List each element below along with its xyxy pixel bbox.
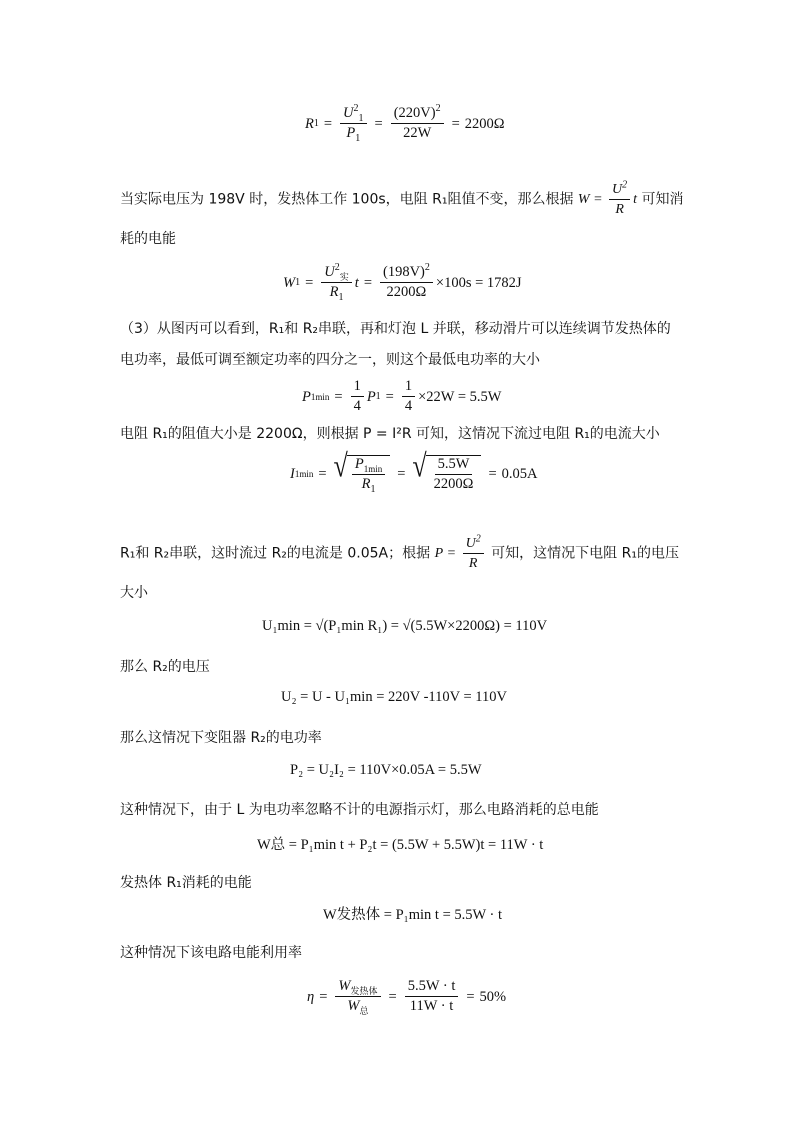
paragraph-line: 电功率，最低可调至额定功率的四分之一，则这个最低电功率的大小 xyxy=(120,352,540,368)
paragraph-198v: 当实际电压为 198V 时，发热体工作 100s，电阻 R₁阻值不变，那么根据 W = $\frac{U^2}{R}$ t 可知消 xyxy=(120,179,684,217)
eq-result: 0.05A xyxy=(501,466,538,482)
paragraph-line: 大小 xyxy=(120,585,148,601)
fraction: $\frac{(198V)^2}{2200\Omega}$ xyxy=(380,264,433,301)
fraction: $\frac{W_{发热体}}{W_总}$ xyxy=(335,978,380,1015)
equation-w-heater: W发热体 = P₁min t = 5.5W · t xyxy=(323,907,503,923)
fraction: $\frac{(220V)^2}{22W}$ xyxy=(391,105,444,142)
paragraph-line: 耗的电能 xyxy=(120,231,176,247)
fraction: $\frac{U^2_1}{P_1}$ xyxy=(340,105,366,142)
eq-result: 2200Ω xyxy=(464,115,505,132)
fraction: $\frac{U^2_实}{R_1}$ xyxy=(321,264,352,301)
paragraph-line: 发热体 R₁消耗的电能 xyxy=(120,875,252,891)
eq-result: 50% xyxy=(479,988,507,1005)
paragraph-line: （3）从图丙可以看到，R₁和 R₂串联，再和灯泡 L 并联，移动滑片可以连续调节发热体的 xyxy=(120,321,671,337)
equation-i1min: I 1min = √ $\frac{P_{1min}}{R_1}$ = √ $\frac{5.5W}{2200\Omega}$ = 0.05A xyxy=(290,447,538,495)
paragraph-line: R₁和 R₂串联，这时流过 R₂的电流是 0.05A；根据 P = $\frac{U^2}{R}$ 可知，这情况下电阻 R₁的电压 xyxy=(120,533,679,571)
equation-r1: R 1 = $\frac{U^2_1}{P_1}$ = $\frac{(220V)^2}{22W}$ = 2200Ω xyxy=(305,103,505,144)
equation-w-total: W总 = P₁min t + P₂t = (5.5W + 5.5W)t = 11W · t xyxy=(257,837,544,853)
eq-result: ×100s = 1782J xyxy=(435,274,522,291)
fraction: $\frac{5.5W \cdot t}{11W \cdot t}$ xyxy=(405,978,459,1015)
paragraph-line: 电阻 R₁的阻值大小是 2200Ω，则根据 P = I²R 可知，这情况下流过电阻 R₁的电流大小 xyxy=(120,426,660,442)
eq-result: ×22W = 5.5W xyxy=(418,388,502,405)
inline-formula: P = $\frac{U^2}{R}$ xyxy=(435,535,487,572)
eq-symbol: R xyxy=(305,115,314,132)
equation-u1min: U₁min = √(P₁min R₁) = √(5.5W×2200Ω) = 110V xyxy=(262,618,548,634)
equation-p2: P₂ = U₂I₂ = 110V×0.05A = 5.5W xyxy=(290,762,482,778)
inline-formula: W = $\frac{U^2}{R}$ t xyxy=(577,179,638,217)
equation-u2: U₂ = U - U₁min = 220V -110V = 110V xyxy=(281,689,507,705)
equation-efficiency: η = $\frac{W_{发热体}}{W_总}$ = $\frac{5.5W \cdot t}{11W \cdot t}$ = 50% xyxy=(307,978,507,1016)
equation-w1: W 1 = $\frac{U^2_实}{R_1}$ t = $\frac{(198V)^2}{2200\Omega}$ ×100s = 1782J xyxy=(283,262,522,303)
paragraph-line: 那么 R₂的电压 xyxy=(120,659,210,675)
paragraph-line: 这种情况下，由于 L 为电功率忽略不计的电源指示灯，那么电路消耗的总电能 xyxy=(120,802,599,818)
equation-p1min: P 1min = $\frac{1}{4}$ P 1 = $\frac{1}{4}$ ×22W = 5.5W xyxy=(302,378,502,414)
paragraph-line: 那么这情况下变阻器 R₂的电功率 xyxy=(120,730,322,746)
paragraph-line: 这种情况下该电路电能利用率 xyxy=(120,945,302,961)
